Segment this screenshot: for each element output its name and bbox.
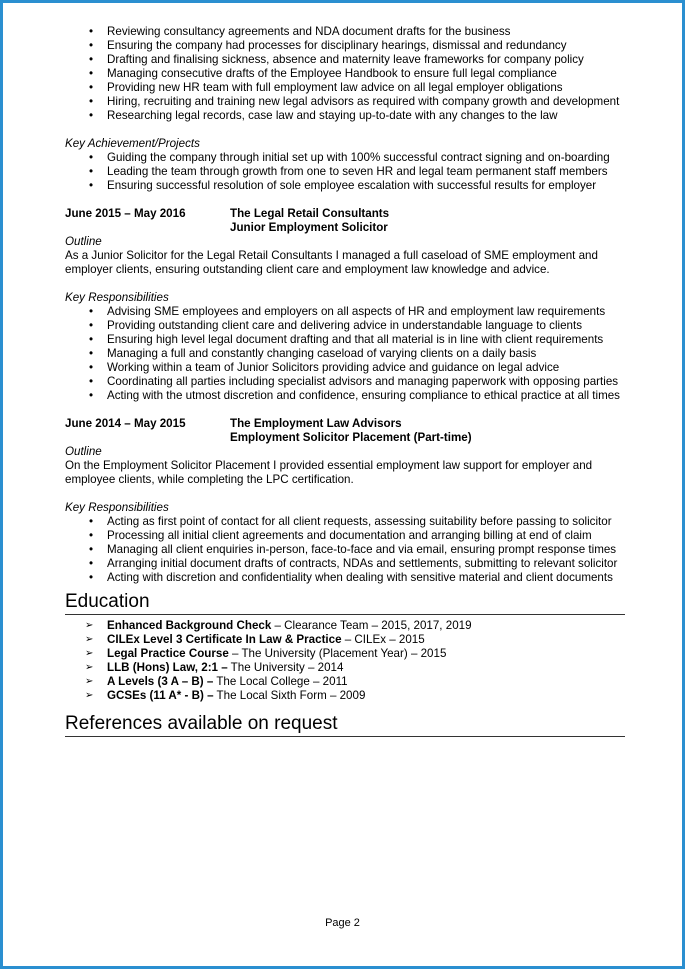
- list-item: • Reviewing consultancy agreements and NDA document drafts for the business: [65, 25, 625, 39]
- list-item: • Acting with discretion and confidentiality when dealing with sensitive material and client documents: [65, 571, 625, 585]
- responsibilities-list: [65, 515, 625, 585]
- education-item: ➢ Enhanced Background Check – Clearance Team – 2015, 2017, 2019: [65, 619, 625, 633]
- list-item: • Managing all client enquiries in-person, face-to-face and via email, ensuring prompt response times: [65, 543, 625, 557]
- job-header-2: [65, 417, 625, 445]
- list-item: • Acting as first point of contact for all client requests, assessing suitability before passing to solicitor: [65, 515, 625, 529]
- page-number: Page 2: [325, 917, 360, 929]
- list-item: • Acting with the utmost discretion and confidence, ensuring compliance to ethical practice at all times: [65, 389, 625, 403]
- list-item: • Guiding the company through initial set up with 100% successful contract signing and on-boarding: [65, 151, 625, 165]
- job-title: Employment Solicitor Placement (Part-time): [230, 431, 472, 444]
- list-item: • Hiring, recruiting and training new legal advisors as required with company growth and development: [65, 95, 625, 109]
- education-item: ➢ GCSEs (11 A* - B) – The Local Sixth Form – 2009: [65, 689, 625, 703]
- education-item: ➢ A Levels (3 A – B) – The Local College – 2011: [65, 675, 625, 689]
- education-item: ➢ Legal Practice Course – The University (Placement Year) – 2015: [65, 647, 625, 661]
- job-header-1: [65, 207, 625, 235]
- job-title: Junior Employment Solicitor: [230, 221, 388, 234]
- responsibilities-label: Key Responsibilities: [65, 501, 169, 514]
- list-item: • Providing new HR team with full employment law advice on all legal employer obligations: [65, 81, 625, 95]
- list-item: • Researching legal records, case law and staying up-to-date with any changes to the law: [65, 109, 625, 123]
- list-item: • Ensuring the company had processes for disciplinary hearings, dismissal and redundancy: [65, 39, 625, 53]
- references-heading: References available on request: [65, 713, 625, 737]
- list-item: • Arranging initial document drafts of contracts, NDAs and settlements, submitting to relevant solicitor: [65, 557, 625, 571]
- outline-label: Outline: [65, 235, 102, 248]
- cv-content: [65, 25, 625, 737]
- job-dates: June 2015 – May 2016: [65, 207, 186, 220]
- list-item: • Processing all initial client agreements and documentation and arranging billing at end of claim: [65, 529, 625, 543]
- achievements-heading: Key Achievement/Projects: [65, 137, 200, 150]
- list-item: • Providing outstanding client care and delivering advice in understandable language to clients: [65, 319, 625, 333]
- responsibilities-list: [65, 305, 625, 403]
- list-item: • Advising SME employees and employers on all aspects of HR and employment law requirements: [65, 305, 625, 319]
- list-item: • Ensuring high level legal document drafting and that all material is in line with client requirements: [65, 333, 625, 347]
- job-company: The Legal Retail Consultants: [230, 207, 390, 220]
- job-dates: June 2014 – May 2015: [65, 417, 186, 430]
- outline-label: Outline: [65, 445, 102, 458]
- job-outline: As a Junior Solicitor for the Legal Retail Consultants I managed a full caseload of SME employment and employer clients, ensuring outstanding client care and employment law knowledge and advice.: [65, 249, 598, 276]
- list-item: • Working within a team of Junior Solicitors providing advice and guidance on legal advice: [65, 361, 625, 375]
- education-heading: Education: [65, 591, 625, 615]
- job-outline: On the Employment Solicitor Placement I provided essential employment law support for employer and employee clients, while completing the LPC certification.: [65, 459, 593, 486]
- list-item: • Ensuring successful resolution of sole employee escalation with successful results for employer: [65, 179, 625, 193]
- achievements-list: [65, 151, 625, 193]
- job-company: The Employment Law Advisors: [230, 417, 402, 430]
- education-list: [65, 619, 625, 703]
- education-item: ➢ LLB (Hons) Law, 2:1 – The University – 2014: [65, 661, 625, 675]
- responsibilities-label: Key Responsibilities: [65, 291, 169, 304]
- education-item: ➢ CILEx Level 3 Certificate In Law & Practice – CILEx – 2015: [65, 633, 625, 647]
- intro-bullet-list: [65, 25, 625, 123]
- list-item: • Managing a full and constantly changing caseload of varying clients on a daily basis: [65, 347, 625, 361]
- list-item: • Coordinating all parties including specialist advisors and managing paperwork with opposing parties: [65, 375, 625, 389]
- list-item: • Drafting and finalising sickness, absence and maternity leave frameworks for company policy: [65, 53, 625, 67]
- list-item: • Leading the team through growth from one to seven HR and legal team permanent staff members: [65, 165, 625, 179]
- list-item: • Managing consecutive drafts of the Employee Handbook to ensure full legal compliance: [65, 67, 625, 81]
